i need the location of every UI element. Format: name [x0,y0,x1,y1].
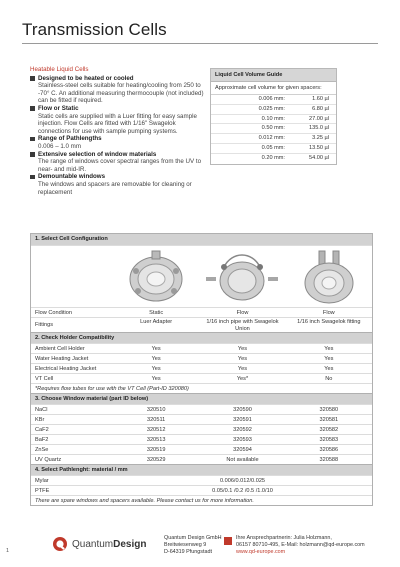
volume-guide-title: Liquid Cell Volume Guide [211,69,336,82]
pathlength-row: Mylar 0.006/0.012/0.025 [31,475,372,485]
window-row: NaCl 320510 320590 320580 [31,404,372,414]
feature-body: Stainless-steel cells suitable for heating/cooling from 250 to -70° C. An additional measuring thermocouple (not included) can be fitted if required. [38,82,204,105]
feature-item [30,75,205,105]
section-header: 3. Choose Window material (part ID below) [31,393,372,404]
qd-europe-logo-icon [224,537,232,545]
volume-guide-subtitle: Approximate cell volume for given spacers: [211,82,336,95]
company-address: Quantum Design GmbH Breitwiesenweg 9 D-64319 Pfungstadt [164,535,222,555]
window-row: UV Quartz 320529 Not available 320588 [31,454,372,464]
contact-partner: Ihre Ansprechpartnerin: Julia Holzmann, 06157 80710-495, E-Mail: holzmann@qd-europe.com www.qd-europe.com [236,535,365,555]
section-header: 2. Check Holder Compatibility [31,332,372,343]
volume-row: 0.05 mm: 13.50 µl [211,144,336,154]
pathlength-row: PTFE 0.05/0.1 /0.2 /0.5 /1.0/10 [31,485,372,495]
feature-item [30,105,205,135]
page-number: 1 [6,548,10,554]
window-row: KBr 320511 320591 320581 [31,414,372,424]
volume-row: 0.006 mm: 1.60 µl [211,95,336,105]
compat-row: Water Heating Jacket Yes Yes Yes [31,353,372,363]
section-header: 4. Select Pathlenght: material / mm [31,464,372,475]
feature-heading: Extensive selection of window materials [30,151,205,159]
feature-item [30,135,205,150]
bullet-square-icon [30,152,35,157]
feature-body: The windows and spacers are removable for cleaning or replacement [38,180,192,196]
feature-item [30,173,205,196]
flow-swagelok-cell-image [286,246,372,307]
volume-row: 0.012 mm: 3.25 µl [211,134,336,144]
window-row: BaF2 320513 320593 320583 [31,434,372,444]
compat-footnote: *Requires flow tubes for use with the VT Cell (Part-ID 320080) [31,383,372,393]
flow-condition-row: Flow Condition Static Flow Flow [31,307,372,317]
volume-row: 0.20 mm: 54.00 µl [261,154,329,161]
feature-body: The range of windows cover spectral ranges from the UV to near- and mid-IR. [38,158,202,173]
configuration-table [30,233,373,506]
title-divider [22,43,378,44]
page-footer [0,528,400,567]
volume-row: 0.025 mm: 6.80 µl [211,105,336,115]
feature-item [30,151,205,174]
bullet-square-icon [30,137,35,142]
bullet-square-icon [30,106,35,111]
cell-images-row [31,245,372,307]
flow-pipe-cell-image [199,246,285,307]
compat-row: VT Cell Yes Yes* No [31,373,372,383]
feature-body: 0.006 – 1.0 mm [38,142,81,150]
page-title: Transmission Cells [22,20,167,39]
compat-row: Ambient Cell Holder Yes Yes Yes [31,343,372,353]
window-row: ZnSe 320519 320594 320586 [31,444,372,454]
fittings-row: Fittings Luer Adapter 1/16 inch pipe with Swagelok Union 1/16 inch Swagelok fitting [31,317,372,332]
volume-row: 0.50 mm: 135.0 µl [211,124,336,134]
feature-heading: Designed to be heated or cooled [30,75,205,83]
quantum-design-logo: QuantumDesign [52,536,146,552]
bullet-square-icon [30,175,35,180]
website-link[interactable]: www.qd-europe.com [236,549,286,555]
features-list [30,66,205,196]
compat-row: Electrical Heating Jacket Yes Yes Yes [31,363,372,373]
volume-row: 0.10 mm: 27.00 µl [211,115,336,125]
window-row: CaF2 320512 320592 320582 [31,424,372,434]
feature-heading: Demountable windows [30,173,205,181]
static-cell-image [113,246,199,307]
volume-guide-table [210,68,337,165]
bullet-square-icon [30,76,35,81]
quantum-design-logo-icon [52,536,68,552]
features-section-title: Heatable Liquid Cells [30,66,89,73]
feature-body: Static cells are supplied with a Luer fitting for easy sample injection. Flow Cells are fitted with 1/16" Swagelok connections for use with sample pumping systems. [38,112,197,135]
feature-heading: Flow or Static [30,105,205,113]
feature-heading: Range of Pathlengths [30,135,205,143]
spare-parts-note: There are spare windows and spacers available. Please contact us for more information. [31,495,372,505]
section-header: 1. Select Cell Configuration [31,234,372,245]
